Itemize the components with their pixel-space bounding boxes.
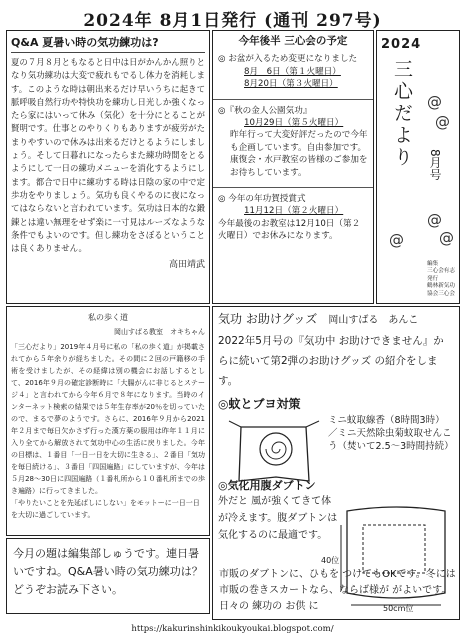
masthead-month: 8月号 [428, 149, 442, 181]
qa-body: 夏の７月８月ともなると日中は日がかんかん照りとなり気功練功は大変で疲れもでるし体力を消耗します。このような時は朝出来るだけ早いうちに起きて脈呼吸自然行功や特快功を練功し日光しか強くなったら家にはいって休み（気化）を十分にとることが賢明です。仕事とのやりくりもありますが疲労がたまりやすいので休みは出来るだけとるようにしましょう。そして日暮れになったらまた練功時間をとるようにして一日の練功メニューを消化するようにします。都合で日中に練功する時は日陰の家の中で定歩功をやりましょう。気功も良くやるのに夜になってはならないと言われています。気功は日本的な鍛錬とは違い無理をせず楽に一寸見はルーズなような条件でもよいのです。但し練功をさぼるということは良くありません。 [11, 57, 205, 254]
schedule-title: 今年後半 三心会の予定 [238, 35, 348, 47]
goods-section [212, 306, 460, 620]
masthead-year: 2024 [381, 37, 422, 52]
colophon [427, 261, 455, 298]
goods-item-heading: ◎蚊とブヨ対策 [218, 397, 301, 411]
goods-item-note: 外だと 風が強くてきて体が冷えます。腹ダブトンは 気化するのに最適です。 [218, 496, 338, 541]
qa-title: Q&A 夏暑い時の気功練功は? [11, 34, 205, 53]
schedule-item-text: ◎ お盆が入るため変更になりました [218, 54, 358, 65]
schedule-item [218, 105, 368, 179]
page-title: 2024年 8月1日発行 (通刊 297号) [83, 11, 382, 31]
width-label: 50cm位 [383, 604, 414, 613]
goods-author: 岡山すばる あんこ [328, 315, 419, 326]
essay-section [6, 306, 210, 536]
colophon-line: 発行 [427, 275, 439, 282]
essay-author: 岡山すばる教室 オキちゃん [114, 328, 205, 336]
schedule-date: 8月20日（第３火曜日） [244, 79, 338, 90]
swirl-icon: @ [389, 231, 404, 249]
schedule-section [212, 30, 374, 304]
coil-holder-illustration [221, 419, 331, 493]
schedule-item-text: ◎『秋の金人公園気功』 [218, 105, 312, 116]
masthead-column [376, 30, 460, 304]
schedule-date: 10月29日（第５火曜日） [244, 118, 344, 129]
editorial-note [6, 538, 210, 614]
schedule-item [218, 53, 368, 90]
schedule-note: 今年最後のお教室は12月10日（第２火曜日）でお休みになります。 [218, 218, 361, 242]
colophon-line: 編集 [427, 261, 439, 267]
swirl-icon: @ [427, 211, 442, 229]
colophon-line: 三心会有志 [427, 268, 455, 275]
swirl-icon: @ [439, 229, 454, 247]
colophon-line: 鶴林新気功 [427, 283, 455, 290]
goods-item-note: ミニ蚊取線香（8時間3時）／ミニ天然除虫菊蚊取せんこう（焚いて2.5〜3時間持続） [328, 415, 454, 452]
goods-item-heading: ◎気化用腹ダブトン [218, 479, 316, 492]
schedule-date: 11月12日（第２火曜日） [244, 206, 344, 217]
schedule-item-text: ◎ 今年の年功賀授賞式 [218, 194, 306, 205]
swirl-icon: @ [435, 113, 450, 131]
qa-author: 高田靖武 [168, 260, 205, 271]
swirl-icon: @ [427, 93, 442, 111]
goods-ending: 市販のダブトンに、ひもを つけてもOKです。冬には市販の巻きスカートなら、ならば様が がよいです。日々の 練功の お供 に [219, 569, 456, 612]
divider [213, 99, 373, 100]
colophon-line: 協会三心会 [427, 290, 455, 297]
goods-title: 気功 お助けグッズ [218, 312, 318, 326]
divider [213, 187, 373, 188]
schedule-note: 昨年行って大変好評だったので今年も企画しています。自由参加です。康復会・水戸教室の皆様のご参加をお待ちしています。 [230, 130, 368, 178]
schedule-date: 8月 6日（第１火曜日） [244, 66, 341, 77]
masthead-title: 三心だより [391, 59, 413, 169]
footer-url[interactable]: https://kakurinshinkikoukyoukai.blogspot.com/ [131, 624, 334, 634]
essay-body: 「三心だより」2019年４月号に私の「私の歩く道」が掲載されてから５年余りが経ちました。その間に２回の戸籍移の手術を受けましたが、その経緯は別の機会にお話しするとして、2016年９月の確定診断時に「大腸がんに非じるとステージ４」と言われてから今年６月で８年になります。当時のインターネット検索の結果では５年生存率が20％を切っていたので、まるで夢のようです。さらに、2016年９月から2021年２月まで毎日欠かさず行った漢方薬の服用は昨年１１月に入り全てから解放されて気功中心の生活に戻りました。今年の目標は、１番目「一日一日を大切に生きる」、２番目「気功を毎日続ける」、３番目「四国遍路」にしていますが、今年は５月28〜30日に四国遍路（１番札所から１０番札所までの歩き遍路）に行ってきました。 [11, 343, 205, 495]
qa-section [6, 30, 210, 304]
schedule-item [218, 193, 368, 243]
height-label: 40位 [321, 556, 340, 565]
goods-intro: 2022年5月号の『気功中 お助けできません』からに続いて第2弾のお助けグッズ の紹介をします。 [218, 335, 444, 387]
editorial-text: 今月の題は編集部しゅうです。連日暑いですね。Q&A暑い時の気功練功は？どうぞお読み下さい。 [13, 547, 203, 596]
essay-quote: 「やりたいことを先延ばしにしない」をモットーに一日一日を大切に過ごしています。 [11, 499, 200, 519]
essay-title: 私の歩く道 [88, 313, 128, 322]
